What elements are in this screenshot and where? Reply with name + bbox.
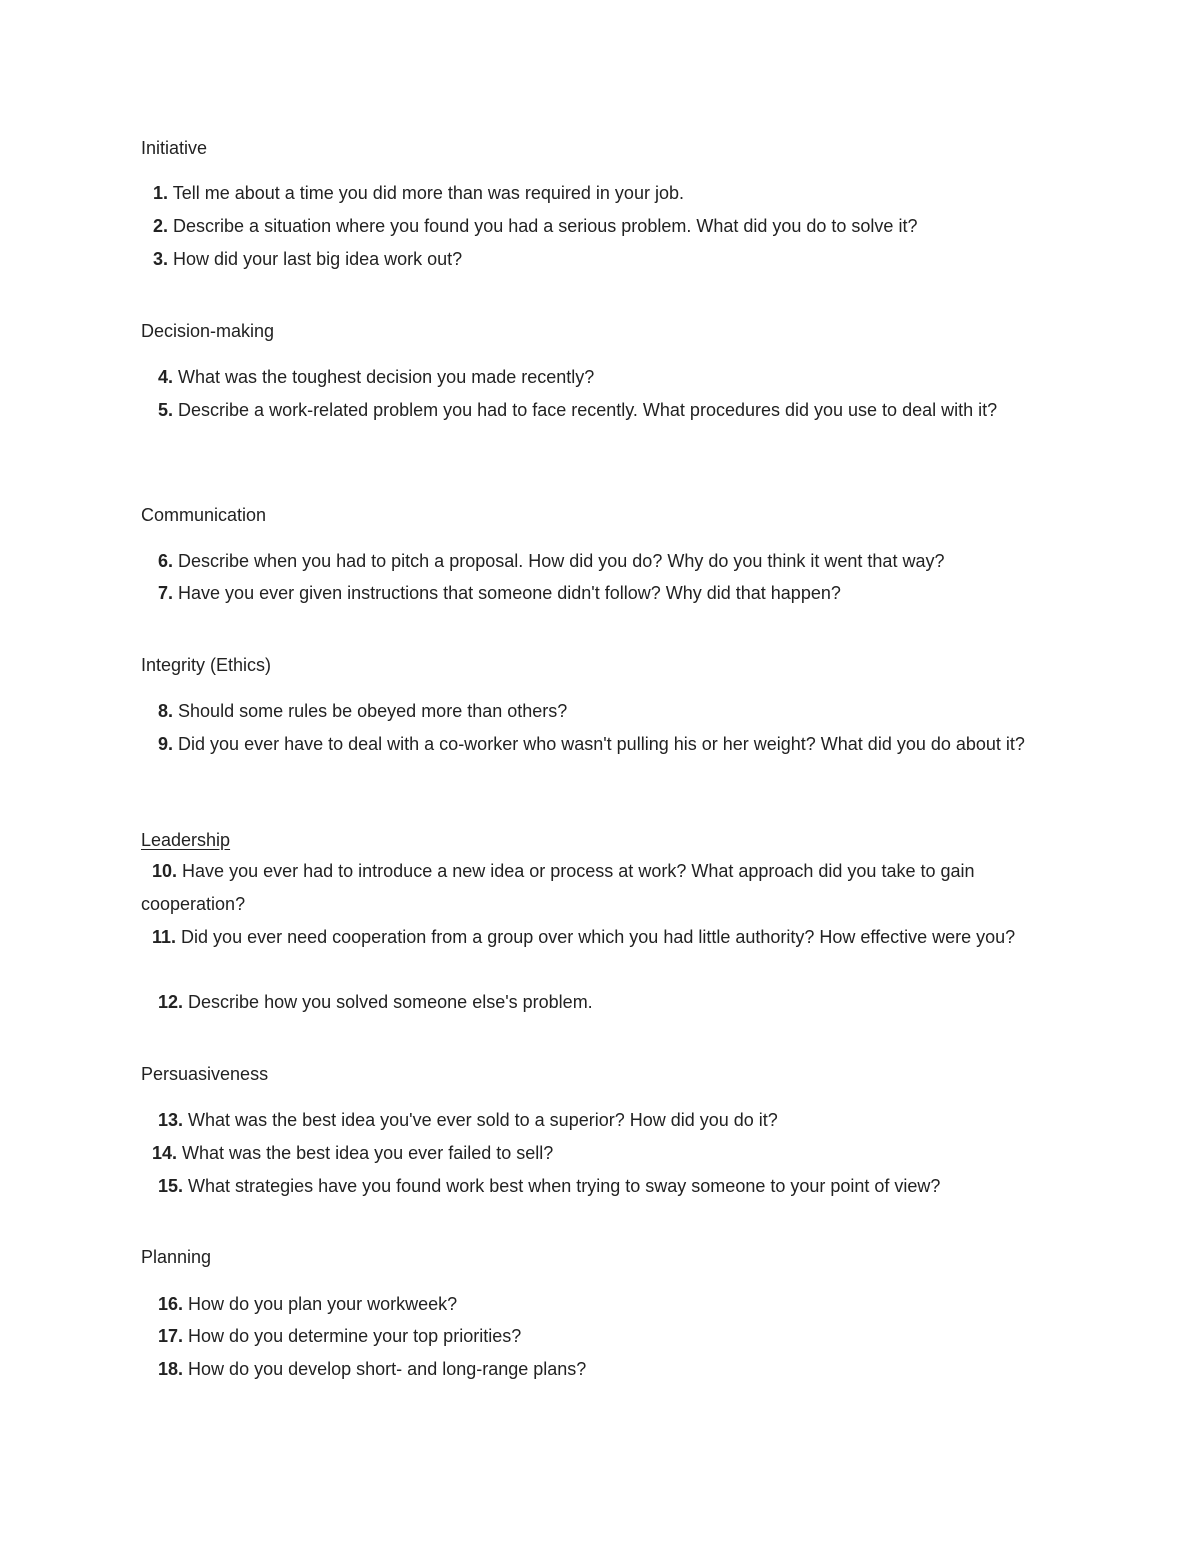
question-number: 7. xyxy=(158,583,174,603)
question-item xyxy=(141,210,1051,243)
question-text: Have you ever had to introduce a new idea or process at work? What approach did you take to gain cooperation? xyxy=(141,861,975,914)
question-text: Describe a situation where you found you had a serious problem. What did you do to solve it? xyxy=(173,216,918,236)
question-text: Did you ever need cooperation from a group over which you had little authority? How effective were you? xyxy=(181,927,1016,947)
question-text: Describe how you solved someone else's problem. xyxy=(188,992,593,1012)
question-item xyxy=(141,855,1051,921)
question-number: 12. xyxy=(158,992,184,1012)
question-number: 3. xyxy=(153,249,169,269)
section-heading-planning: Planning xyxy=(141,1247,212,1267)
question-item xyxy=(141,921,1051,954)
question-number: 17. xyxy=(158,1326,184,1346)
question-item xyxy=(141,545,1051,578)
question-number: 11. xyxy=(152,927,177,947)
section-heading-initiative: Initiative xyxy=(141,138,208,158)
question-text: How do you develop short- and long-range plans? xyxy=(188,1359,587,1379)
question-item xyxy=(141,361,1051,394)
document-page xyxy=(141,0,1051,1553)
section-heading-integrity: Integrity (Ethics) xyxy=(141,655,272,675)
question-number: 16. xyxy=(158,1294,184,1314)
question-text: How do you plan your workweek? xyxy=(188,1294,458,1314)
question-item xyxy=(141,1320,1051,1353)
question-number: 18. xyxy=(158,1359,184,1379)
question-text: Describe a work-related problem you had to face recently. What procedures did you use to deal with it? xyxy=(178,400,998,420)
section-heading-persuasiveness: Persuasiveness xyxy=(141,1064,269,1084)
question-text: What strategies have you found work best when trying to sway someone to your point of view? xyxy=(188,1176,941,1196)
question-number: 8. xyxy=(158,701,174,721)
question-number: 9. xyxy=(158,734,174,754)
question-number: 13. xyxy=(158,1110,184,1130)
question-number: 5. xyxy=(158,400,174,420)
question-number: 1. xyxy=(153,183,169,203)
question-item xyxy=(141,1170,1051,1203)
question-item xyxy=(141,1137,1051,1170)
section-heading-communication: Communication xyxy=(141,505,267,525)
question-text: What was the best idea you ever failed to sell? xyxy=(182,1143,554,1163)
question-number: 10. xyxy=(152,861,178,881)
question-item xyxy=(141,695,1051,728)
question-number: 6. xyxy=(158,551,174,571)
section-heading-leadership: Leadership xyxy=(141,830,231,850)
question-item xyxy=(141,1288,1051,1321)
question-text: Did you ever have to deal with a co-worker who wasn't pulling his or her weight? What did you do about it? xyxy=(178,734,1025,754)
question-text: Tell me about a time you did more than was required in your job. xyxy=(172,183,684,203)
question-text: How did your last big idea work out? xyxy=(173,249,463,269)
question-item xyxy=(141,394,1051,427)
question-text: What was the toughest decision you made recently? xyxy=(178,367,595,387)
question-item xyxy=(141,577,1051,610)
question-text: Describe when you had to pitch a proposal. How did you do? Why do you think it went that way? xyxy=(178,551,945,571)
question-text: Have you ever given instructions that someone didn't follow? Why did that happen? xyxy=(178,583,841,603)
question-number: 14. xyxy=(152,1143,178,1163)
question-item xyxy=(141,986,1051,1019)
question-number: 2. xyxy=(153,216,169,236)
section-heading-decision-making: Decision-making xyxy=(141,321,275,341)
question-text: Should some rules be obeyed more than others? xyxy=(178,701,568,721)
question-text: What was the best idea you've ever sold to a superior? How did you do it? xyxy=(188,1110,778,1130)
question-number: 15. xyxy=(158,1176,184,1196)
question-text: How do you determine your top priorities? xyxy=(188,1326,522,1346)
question-item xyxy=(141,1353,1051,1386)
question-item xyxy=(141,177,1051,210)
question-item xyxy=(141,728,1051,761)
question-number: 4. xyxy=(158,367,174,387)
question-item xyxy=(141,1104,1051,1137)
question-item xyxy=(141,243,1051,276)
